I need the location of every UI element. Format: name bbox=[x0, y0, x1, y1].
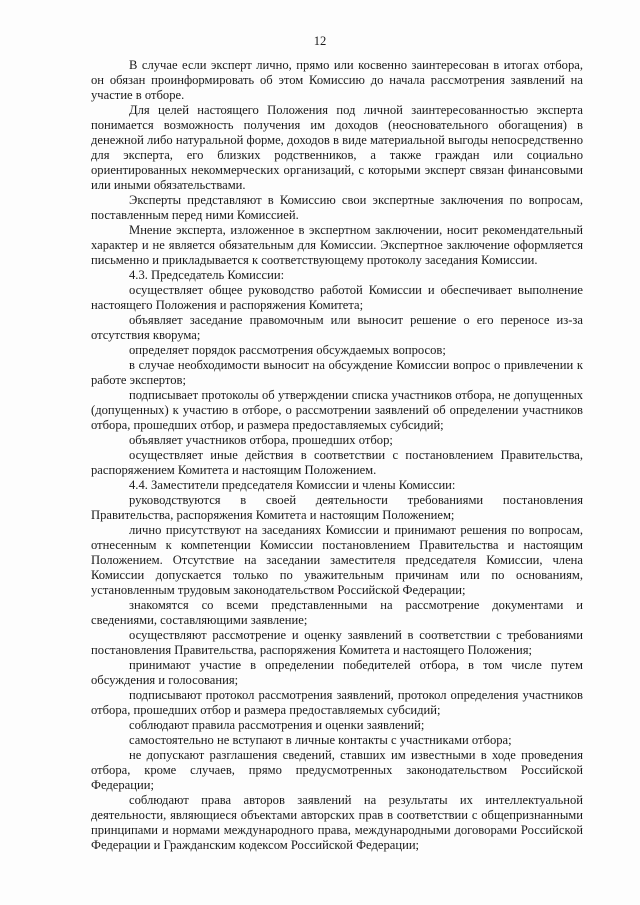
paragraph: подписывают протокол рассмотрения заявлений, протокол определения участников отбора, прошедших отбор и размера предоставляемых субсидий; bbox=[91, 688, 583, 717]
paragraph: осуществляют рассмотрение и оценку заявлений в соответствии с требованиями постановления Правительства, распоряжения Комитета и настоящего Положения; bbox=[91, 628, 583, 657]
paragraph: осуществляет иные действия в соответствии с постановлением Правительства, распоряжением Комитета и настоящим Положением. bbox=[91, 448, 583, 477]
paragraph: принимают участие в определении победителей отбора, в том числе путем обсуждения и голосования; bbox=[91, 658, 583, 687]
paragraph: знакомятся со всеми представленными на рассмотрение документами и сведениями, составляющими заявление; bbox=[91, 598, 583, 627]
paragraph: лично присутствуют на заседаниях Комиссии и принимают решения по вопросам, отнесенным к компетенции Комиссии постановлением Правительства и настоящим Положением. Отсутствие на заседании заместителя председателя Комиссии, члена Комиссии допускается только по уважительным причинам или по основаниям, установленным трудовым законодательством Российской Федерации; bbox=[91, 523, 583, 597]
paragraph: в случае необходимости выносит на обсуждение Комиссии вопрос о привлечении к работе экспертов; bbox=[91, 358, 583, 387]
paragraph: В случае если эксперт лично, прямо или косвенно заинтересован в итогах отбора, он обязан проинформировать об этом Комиссию до начала рассмотрения заявлений на участие в отборе. bbox=[91, 58, 583, 102]
paragraph: не допускают разглашения сведений, ставших им известными в ходе проведения отбора, кроме случаев, прямо предусмотренных законодательством Российской Федерации; bbox=[91, 748, 583, 792]
paragraph: подписывает протоколы об утверждении списка участников отбора, не допущенных (допущенных) к участию в отборе, о рассмотрении заявлений об определении участников отбора, прошедших отбор, и размера предоставляемых субсидий; bbox=[91, 388, 583, 432]
paragraph: осуществляет общее руководство работой Комиссии и обеспечивает выполнение настоящего Положения и распоряжения Комитета; bbox=[91, 283, 583, 312]
paragraph: руководствуются в своей деятельности требованиями постановления Правительства, распоряжения Комитета и настоящим Положением; bbox=[91, 493, 583, 522]
paragraph: Для целей настоящего Положения под личной заинтересованностью эксперта понимается возможность получения им доходов (неосновательного обогащения) в денежной либо натуральной форме, доходов в виде материальной выгоды непосредственно для эксперта, его близких родственников, а также граждан или социально ориентированных некоммерческих организаций, с которыми эксперт связан финансовыми или иными обязательствами. bbox=[91, 103, 583, 192]
paragraph: соблюдают права авторов заявлений на результаты их интеллектуальной деятельности, являющиеся объектами авторских прав в соответствии с общепризнанными принципами и нормами международного права, международными договорами Российской Федерации и Гражданским кодексом Российской Федерации; bbox=[91, 793, 583, 852]
page-number: 12 bbox=[313, 34, 327, 48]
paragraph: объявляет заседание правомочным или выносит решение о его переносе из-за отсутствия кворума; bbox=[91, 313, 583, 342]
paragraph: Эксперты представляют в Комиссию свои экспертные заключения по вопросам, поставленным перед ними Комиссией. bbox=[91, 193, 583, 222]
paragraph: самостоятельно не вступают в личные контакты с участниками отбора; bbox=[129, 733, 512, 747]
paragraph: определяет порядок рассмотрения обсуждаемых вопросов; bbox=[129, 343, 446, 357]
paragraph: соблюдают правила рассмотрения и оценки заявлений; bbox=[129, 718, 425, 732]
section-heading-4-4: 4.4. Заместители председателя Комиссии и члены Комиссии: bbox=[129, 478, 456, 492]
paragraph: Мнение эксперта, изложенное в экспертном заключении, носит рекомендательный характер и не является обязательным для Комиссии. Экспертное заключение оформляется письменно и прикладывается к соответствующему протоколу заседания Комиссии. bbox=[91, 223, 583, 267]
section-heading-4-3: 4.3. Председатель Комиссии: bbox=[129, 268, 285, 282]
paragraph: объявляет участников отбора, прошедших отбор; bbox=[129, 433, 393, 447]
document-body bbox=[91, 58, 583, 853]
